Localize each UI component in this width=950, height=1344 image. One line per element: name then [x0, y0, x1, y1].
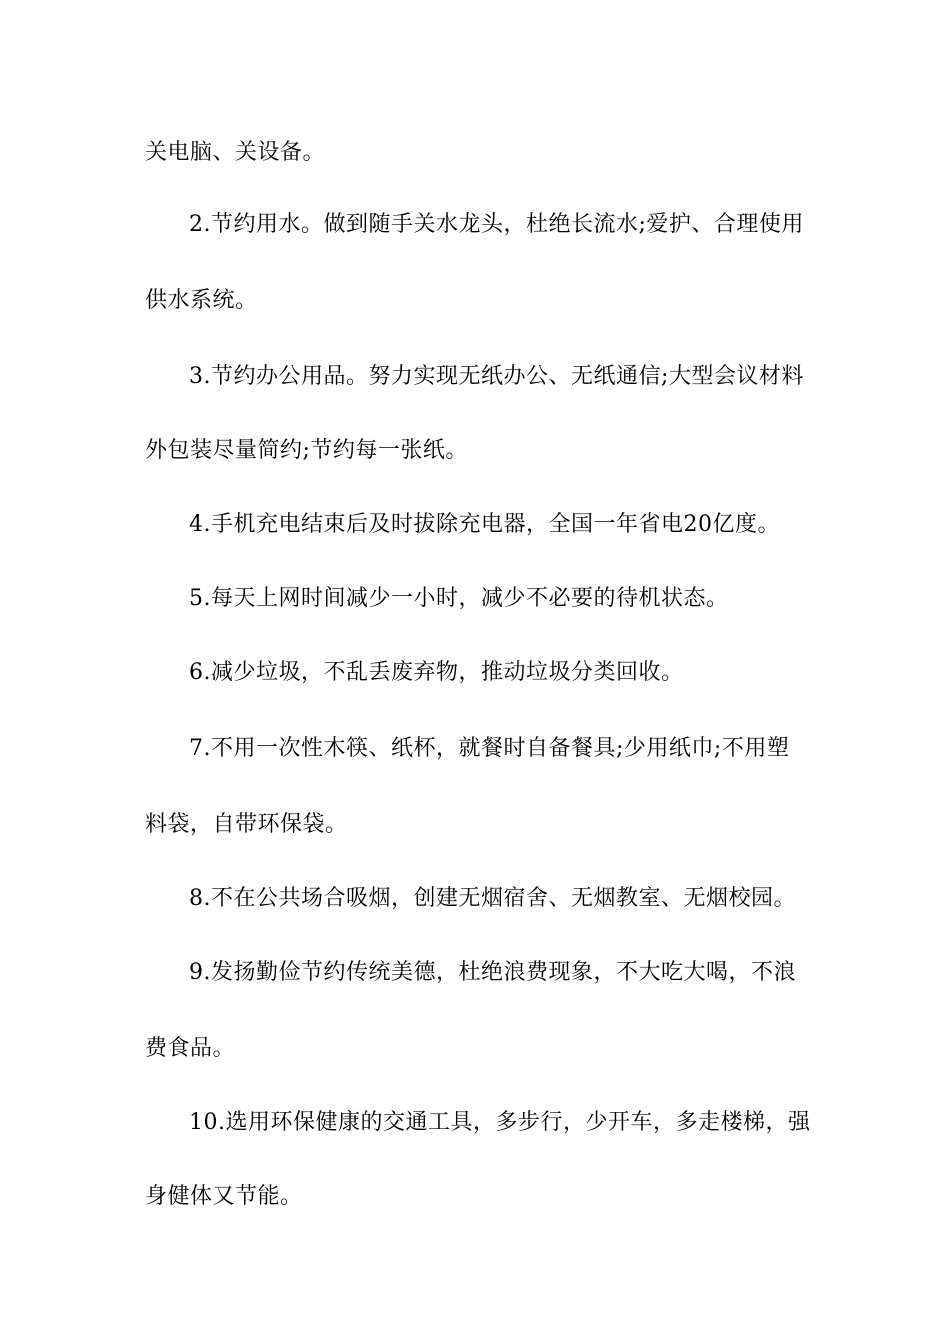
item-6-line: 6.减少垃圾，不乱丢废弃物，推动垃圾分类回收。 — [189, 660, 684, 685]
item-2-line-2: 供水系统。 — [145, 288, 258, 313]
item-4-line: 4.手机充电结束后及时拔除充电器，全国一年省电20亿度。 — [189, 512, 780, 537]
item-10-line-1: 10.选用环保健康的交通工具，多步行，少开车，多走楼梯，强 — [189, 1110, 811, 1135]
text-line-continuation: 关电脑、关设备。 — [145, 140, 326, 165]
item-2-line-1: 2.节约用水。做到随手关水龙头，杜绝长流水;爱护、合理使用 — [189, 212, 804, 237]
item-7-line-2: 料袋，自带环保袋。 — [145, 812, 348, 837]
item-9-line-2: 费食品。 — [145, 1036, 236, 1061]
item-5-line: 5.每天上网时间减少一小时，减少不必要的待机状态。 — [189, 586, 729, 611]
item-9-line-1: 9.发扬勤俭节约传统美德，杜绝浪费现象，不大吃大喝，不浪 — [189, 960, 796, 985]
item-8-line: 8.不在公共场合吸烟，创建无烟宿舍、无烟教室、无烟校园。 — [189, 886, 796, 911]
item-10-line-2: 身健体又节能。 — [145, 1184, 303, 1209]
item-7-line-1: 7.不用一次性木筷、纸杯，就餐时自备餐具;少用纸巾;不用塑 — [189, 736, 790, 761]
item-3-line-2: 外包装尽量简约;节约每一张纸。 — [145, 438, 468, 463]
item-3-line-1: 3.节约办公用品。努力实现无纸办公、无纸通信;大型会议材料 — [189, 364, 804, 389]
